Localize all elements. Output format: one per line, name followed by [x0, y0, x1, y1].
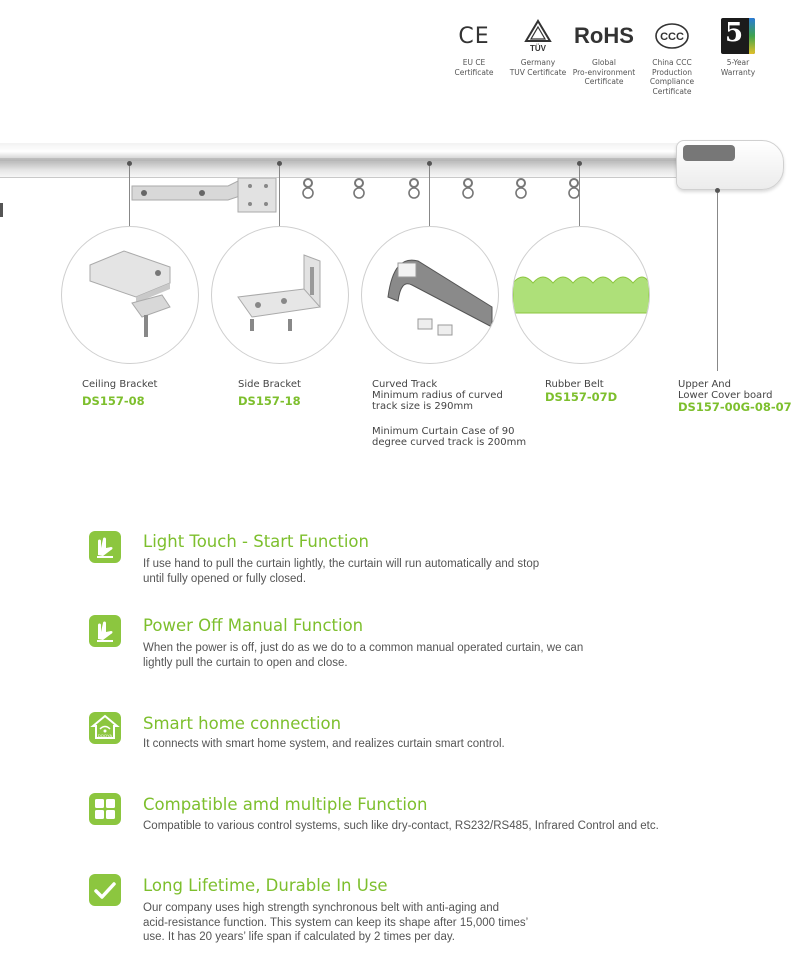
cert-caption: China CCC Production Compliance Certificate	[649, 58, 695, 96]
feature-description: It connects with smart home system, and realizes curtain smart control.	[143, 738, 505, 750]
rohs-icon: RoHS	[574, 23, 634, 48]
ccc-icon	[634, 18, 710, 54]
side-bracket-detail	[211, 226, 349, 364]
curtain-hook-icon	[462, 178, 474, 200]
callout-line	[579, 166, 580, 226]
callout-line	[279, 166, 280, 226]
part-code: DS157-07D	[545, 390, 618, 404]
part-label: Ceiling Bracket	[82, 379, 158, 390]
checkmark-icon	[89, 874, 121, 906]
grid-icon	[89, 793, 121, 825]
cert-ccc	[634, 18, 710, 96]
cert-caption: Global Pro-environment Certificate	[572, 58, 636, 86]
callout-line	[429, 166, 430, 226]
feature-title: Long Lifetime, Durable In Use	[143, 876, 388, 895]
part-note: Minimum Curtain Case of 90 degree curved track is 200mm	[372, 426, 527, 448]
curtain-hook-icon	[408, 178, 420, 200]
curtain-hook-icon	[353, 178, 365, 200]
ceiling-bracket-detail	[61, 226, 199, 364]
part-label: Upper And Lower Cover board	[678, 379, 773, 401]
svg-text:CCC: CCC	[660, 31, 684, 43]
part-label: Side Bracket	[238, 379, 301, 390]
cert-tuv	[500, 18, 576, 77]
cert-warranty	[700, 18, 776, 77]
part-code: DS157-00G-08-07	[678, 400, 792, 414]
hand-pull-icon	[89, 615, 121, 647]
smart-home-icon	[89, 712, 121, 744]
tuv-triangle-icon	[500, 18, 576, 54]
feature-title: Light Touch - Start Function	[143, 532, 369, 551]
part-label: Rubber Belt	[545, 379, 604, 390]
rubber-belt-detail	[512, 226, 650, 364]
track-end-stub	[0, 203, 3, 217]
feature-description: Our company uses high strength synchronous belt with anti-aging and acid-resistance function. This system can keep its shape after 15,000 times’ use. It has 20 years’ life span if calculated by 2 times per day.	[143, 902, 529, 943]
svg-text:DOOYA: DOOYA	[97, 733, 113, 738]
part-label: Curved Track Minimum radius of curved track size is 290mm	[372, 379, 503, 412]
feature-description: If use hand to pull the curtain lightly, the curtain will run automatically and stop until fully opened or fully closed.	[143, 558, 540, 585]
part-code: DS157-18	[238, 394, 301, 408]
cert-caption: 5-Year Warranty	[720, 58, 756, 77]
cert-caption: Germany TUV Certificate	[509, 58, 567, 77]
curtain-hook-icon	[302, 178, 314, 200]
hand-touch-icon	[89, 531, 121, 563]
part-code: DS157-08	[82, 394, 145, 408]
five-year-warranty-icon: 5	[721, 18, 755, 54]
curtain-hook-icon	[515, 178, 527, 200]
cert-rohs	[566, 18, 642, 87]
track-groove	[0, 158, 700, 161]
ceiling-bracket-illustration	[130, 178, 290, 214]
curved-track-detail	[361, 226, 499, 364]
feature-description: Compatible to various control systems, such like dry-contact, RS232/RS485, Infrared Control and etc.	[143, 820, 659, 832]
ce-mark-icon: CE	[458, 23, 490, 49]
motor-end-cap	[676, 140, 784, 190]
feature-title: Smart home connection	[143, 714, 342, 733]
svg-text:TÜV: TÜV	[530, 44, 546, 53]
callout-line	[129, 166, 130, 226]
cert-caption: EU CE Certificate	[454, 58, 494, 77]
feature-description: When the power is off, just do as we do to a common manual operated curtain, we can lightly pull the curtain to open and close.	[143, 642, 584, 669]
feature-title: Compatible amd multiple Function	[143, 795, 428, 814]
callout-line	[717, 193, 718, 371]
feature-title: Power Off Manual Function	[143, 616, 364, 635]
